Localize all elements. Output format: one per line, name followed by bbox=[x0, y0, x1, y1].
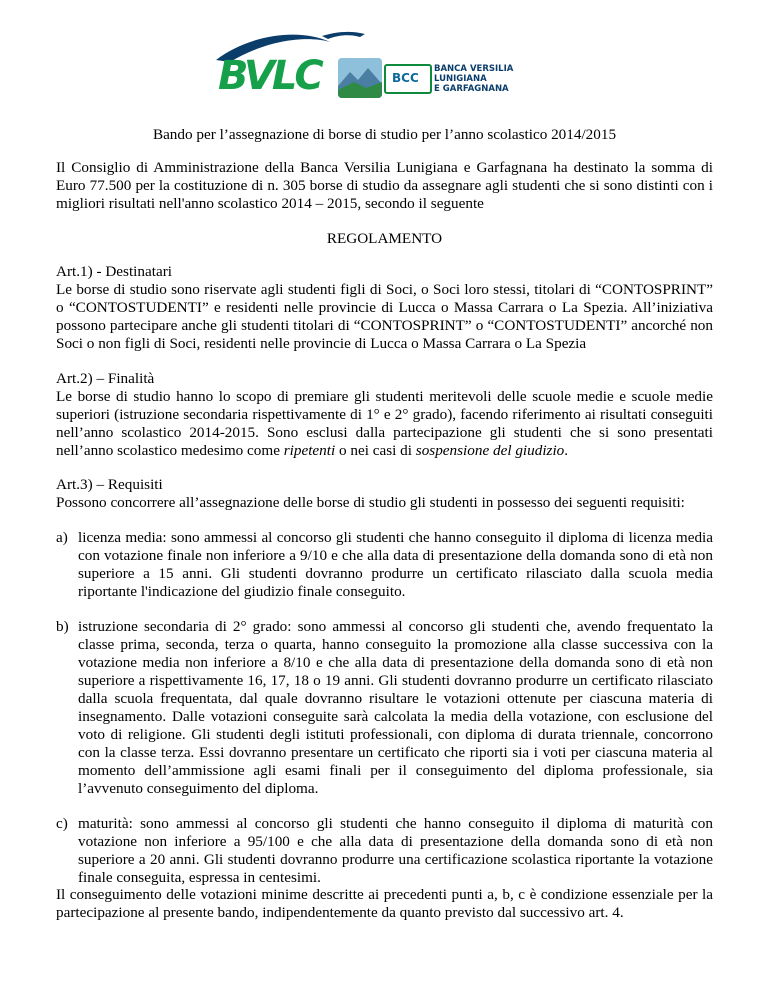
art2-text: Le borse di studio hanno lo scopo di premiare gli studenti meritevoli delle scuole medie e scuole medie superiori (istruzione secondaria rispettivamente di 1° e 2° grado), facendo riferimento ai risultati conseguiti nell’anno scolastico 2014-2015. Sono esclusi dalla partecipazione gli studenti che si sono presentati nell’anno scolastico medesimo come bbox=[56, 388, 713, 459]
requirement-label: b) bbox=[56, 618, 69, 635]
requirement-item bbox=[56, 618, 713, 798]
art1-body: Le borse di studio sono riservate agli studenti figli di Soci, o Soci loro stessi, titolari di “CONTOSPRINT” o “CONTOSTUDENTI” e residenti nelle provincie di Lucca o Massa Carrara o La Spezia. All’iniziativa possono partecipare anche gli studenti titolari di “CONTOSPRINT” o “CONTOSTUDENTI” ancorché non Soci o non figli di Soci, residenti nelle provincie di Lucca o Massa Carrara o La Spezia bbox=[56, 281, 713, 352]
closing-paragraph: Il conseguimento delle votazioni minime descritte ai precedenti punti a, b, c è condizione essenziale per la partecipazione al presente bando, indipendentemente da quanto previsto dal successivo art. 4. bbox=[56, 886, 713, 921]
bank-name-line: LUNIGIANA bbox=[434, 74, 487, 84]
art2-text: o nei casi di bbox=[335, 442, 416, 459]
requirement-label: a) bbox=[56, 529, 68, 546]
requirement-label: c) bbox=[56, 815, 68, 832]
bank-name bbox=[434, 64, 544, 94]
requirement-text: istruzione secondaria di 2° grado: sono ammessi al concorso gli studenti che, avendo frequentato la classe prima, seconda, terza o quarta, hanno conseguito la promozione alla classe successiva con la votazione media non inferiore a 8/10 e che alla data di presentazione della domanda sono di età non superiore a rispettivamente 16, 17, 18 o 19 anni. Gli studenti dovranno produrre un certificato rilasciato dalla scuola frequentata, dal quale dovranno risultare le votazioni ottenute per ciascuna materia di insegnamento. Dalle votazioni conseguite sarà calcolata la media della votazione, con esclusione del voto di religione. Gli studenti degli istituti professionali, con diploma di durata triennale, concorrono con la classe terza. Essi dovranno presentare un certificato che riporti sia i voti per ciascuna materia al momento dell’ammissione agli esami finali per il conseguimento del diploma professionale, sia l’avvenuto conseguimento del diploma. bbox=[78, 618, 713, 797]
bcc-logo bbox=[384, 64, 432, 94]
bank-name-line: BANCA VERSILIA bbox=[434, 64, 514, 74]
art2-heading: Art.2) – Finalità bbox=[56, 370, 155, 387]
art1-heading: Art.1) - Destinatari bbox=[56, 263, 172, 280]
bcc-label: BCC bbox=[392, 71, 419, 85]
regolamento-heading: REGOLAMENTO bbox=[326, 230, 443, 247]
document-title: Bando per l’assegnazione di borse di studio per l’anno scolastico 2014/2015 bbox=[152, 126, 617, 143]
art2-emphasis-ripetenti: ripetenti bbox=[283, 442, 336, 459]
art2-text: . bbox=[564, 442, 569, 459]
mountain-icon bbox=[338, 58, 382, 98]
bank-name-line: E GARFAGNANA bbox=[434, 84, 509, 94]
art3-intro: Possono concorrere all’assegnazione delle borse di studio gli studenti in possesso dei seguenti requisiti: bbox=[56, 494, 685, 511]
requirement-item bbox=[56, 529, 713, 601]
art2-emphasis-sospensione: sospensione del giudizio bbox=[415, 442, 565, 459]
bvlc-wordmark: BVLC bbox=[218, 53, 321, 99]
art2-body bbox=[56, 388, 713, 460]
requirement-text: maturità: sono ammessi al concorso gli studenti che hanno conseguito il diploma di maturità con votazione non inferiore a 95/100 e che alla data di presentazione della domanda sono di età non superiore a 20 anni. Gli studenti dovranno produrre una certificazione scolastica riportante la votazione finale conseguita, espressa in centesimi. bbox=[78, 815, 713, 886]
bank-logo bbox=[210, 28, 540, 106]
requirement-text: licenza media: sono ammessi al concorso gli studenti che hanno conseguito il diploma di licenza media con votazione finale non inferiore a 9/10 e che alla data di presentazione della domanda sono di età non superiore a 15 anni. Gli studenti dovranno produrre un certificato rilasciato dalla scuola media riportante l'indicazione del giudizio finale conseguito. bbox=[78, 529, 713, 600]
requirement-item bbox=[56, 815, 713, 887]
art3-heading: Art.3) – Requisiti bbox=[56, 476, 163, 493]
intro-paragraph: Il Consiglio di Amministrazione della Banca Versilia Lunigiana e Garfagnana ha destinato la somma di Euro 77.500 per la costituzione di n. 305 borse di studio da assegnare agli studenti che si sono distinti con i migliori risultati nell'anno scolastico 2014 – 2015, secondo il seguente bbox=[56, 159, 713, 212]
